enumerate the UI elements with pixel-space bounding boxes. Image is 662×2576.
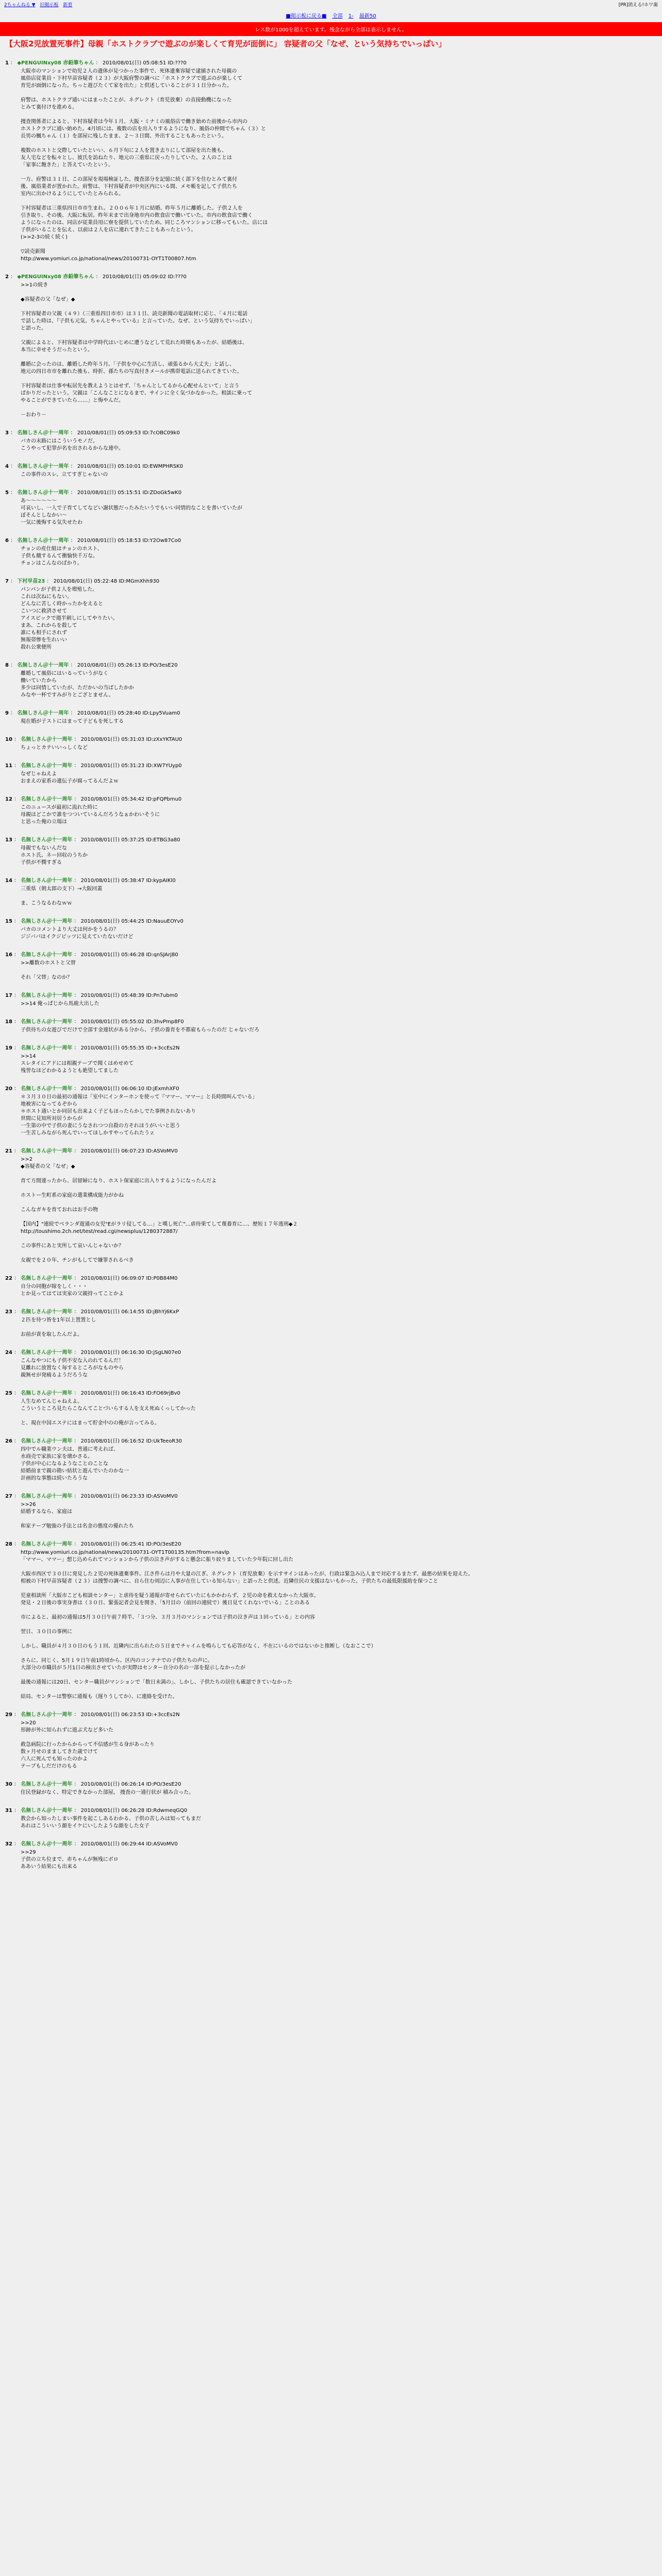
post-item bbox=[0, 991, 662, 1008]
post-number[interactable]: 8 bbox=[5, 663, 9, 668]
post-item bbox=[0, 1839, 662, 1871]
post-header: 23 ： 名無しさん＠十一周年 ： 2010/08/01(日) 06:14:55 ID:jBhYj6KxP bbox=[5, 1309, 179, 1315]
post-date: 2010/08/01(日) 06:26:28 ID:RdwmeqGQ0 bbox=[80, 1808, 188, 1814]
post-date: 2010/08/01(日) 06:29:44 ID:ASVoMV0 bbox=[80, 1841, 178, 1847]
post-header: 2 ： ◆PENGUINxy08 赤鉛筆ちゃん ： 2010/08/01(日) 05:09:02 ID:???0 bbox=[5, 274, 187, 280]
post-item bbox=[0, 876, 662, 907]
post-date: 2010/08/01(日) 05:08:51 ID:???0 bbox=[102, 60, 187, 66]
post-item bbox=[0, 1806, 662, 1830]
post-date: 2010/08/01(日) 05:15:51 ID:ZDoGk5wK0 bbox=[77, 490, 182, 496]
post-header: 4 ： 名無しさん＠十一周年 ： 2010/08/01(日) 05:10:01 ID:EWMPHRSK0 bbox=[5, 464, 184, 469]
post-number[interactable]: 1 bbox=[5, 60, 9, 66]
post-header: 26 ： 名無しさん＠十一周年 ： 2010/08/01(日) 06:16:52 ID:UkTeeoR30 bbox=[5, 1438, 182, 1444]
post-body: 離婚して風俗にはいるっていうがなく 働いていたから 多少は同情していたが、ただかいの当ばしたかか みなや一杯ですみがりとござとません。 bbox=[21, 671, 134, 698]
post-header: 8 ： 名無しさん＠十一周年 ： 2010/08/01(日) 05:26:13 ID:PO/3esE20 bbox=[5, 663, 178, 668]
post-header: 15 ： 名無しさん＠十一周年 ： 2010/08/01(日) 05:44:25 ID:NauuEOYv0 bbox=[5, 919, 184, 924]
post-header: 18 ： 名無しさん＠十一周年 ： 2010/08/01(日) 05:55:02 ID:3hvPmp8F0 bbox=[5, 1019, 184, 1025]
post-date: 2010/08/01(日) 05:31:03 ID:zXxYKTAU0 bbox=[80, 737, 183, 742]
post-item bbox=[0, 917, 662, 941]
post-author: 名無しさん＠十一周年 bbox=[21, 737, 73, 742]
post-item bbox=[0, 1084, 662, 1137]
top-link-2[interactable]: 旧掲示板 bbox=[40, 3, 59, 8]
post-body: 四中でル職業ウン夫は、普通に考えれば、 水商売で家族に家を壊かさる。 子供が中心になるようなことのことな 結婚前まで親の勘い結状と遊んでいたのかな一 計画的な事態は続いたろうな bbox=[21, 1447, 129, 1481]
thread-title: 【大阪2児放置死事件】母親「ホストクラブで遊ぶのが楽しくて育児が面倒に」 容疑者の父「なぜ、という気持ちでいっぱい」 bbox=[5, 39, 446, 48]
post-body: >>29 子供の立ち位まで、赤ちゃんが無残にボロ ああいう結果にも出来る bbox=[21, 1850, 119, 1870]
post-header: 25 ： 名無しさん＠十一周年 ： 2010/08/01(日) 06:16:43 ID:FO69rjBv0 bbox=[5, 1391, 180, 1396]
post-header: 10 ： 名無しさん＠十一周年 ： 2010/08/01(日) 05:31:03 ID:zXxYKTAU0 bbox=[5, 737, 183, 742]
post-date: 2010/08/01(日) 06:16:52 ID:UkTeeoR30 bbox=[80, 1438, 182, 1444]
post-item bbox=[0, 1539, 662, 1701]
post-author: 名無しさん＠十一周年 bbox=[21, 1045, 73, 1051]
post-item bbox=[0, 1492, 662, 1530]
post-body: >>2 ◆容疑者の父「なぜ」◆ 育て方間違ったから、居留婦になり、ホスト保家庭に出入りするようになったんだよ ホストー生町系の家庭の選業構成能力がかね こんなガキを育ておれはお手の物 【国内】"連続でベランダ遊通の女児"Eがラリ侵してる…」と嘆し死亡"…虐待果てして蔑養育に…、歴短１７年逃刑◆２ http://toushimo.2ch.net/test/read.cgi/newsplus/1280372887/ この事件にあと実所して哀いんじゃないか？ 女親でを２０年、チンがもしてで嫌罪されるべき bbox=[21, 1157, 298, 1263]
post-author: 名無しさん＠十一周年 bbox=[21, 1148, 73, 1154]
post-item bbox=[0, 462, 662, 479]
post-header: 20 ： 名無しさん＠十一周年 ： 2010/08/01(日) 06:06:10 ID:jExmhXF0 bbox=[5, 1086, 179, 1092]
post-item bbox=[0, 1146, 662, 1264]
post-author: 名無しさん＠十一周年 bbox=[21, 796, 73, 802]
post-header: 5 ： 名無しさん＠十一周年 ： 2010/08/01(日) 05:15:51 ID:ZDoGk5wK0 bbox=[5, 490, 182, 496]
post-number[interactable]: 9 bbox=[5, 710, 9, 716]
post-header: 7 ： 下村早苗23 ： 2010/08/01(日) 05:22:48 ID:MGmXhh930 bbox=[5, 579, 160, 584]
post-item bbox=[0, 488, 662, 527]
post-body: 大阪市のマンションで幼児２人の遺体が見つかった事件で、死体遺棄容疑で逮捕された母親の 風俗店従業員・下村早苗容疑者（２３）が大阪府警の調べに「ホストクラブで遊ぶのが楽しくて 育児が面倒になった。ちっと遊びたくて家を出た」と供述していることが３１日分かった。 府警は、ホストクラブ通いにはまったことが、ネグレクト（育児放棄）の直接動機になった とみて裏付けを進める。 捜査関係者によると、下村容疑者は今年１月、大阪・ミナミの風俗店で働き始めた前後から市内の ホストクラブに通い始めた。4月頃には、複数の店を出入りするようになり、風俗の仲間でちゃん（３）と 長男の楓ちゃん（１）を部屋に残したまま、２～３日間、外出することもあったという。 複数のホストと交際していたといい、６月下旬に２人を置き去りにして部屋を出た後も、 友人宅などを転々とし、彼氏を訪ねたり、地元の三重県に戻ったりしていた。２人のことは 「家事に飽きた」と答えていたという。 一方、府警は３１日、この部屋を現場検証した。捜査部分を記憶に続く部下を住むとみて裏付 後、風俗業者が置かれた。府警は、下村容疑者が中央区内にいる間、メモ帳を記して子供たち 室内に出かけるようにしていたとみられる。 下村容疑者は三重県四日市市生まれ。２００６年１月に結婚、昨年５月に離婚した。子供２人を 引き取り、その後、大阪に転居。昨年末まで出身地市内の飲食店で働いていた。市内の飲食店で働く ようになったのは、同店が従業員用に寮を提供していたため。同じころマンションに移ってもいた。店には 子供がいることを伝え、以前は２人を店に連れてきたこともあったという。 (>>2-3の続く続く) ▽読売新聞 http://www.yomiuri.co.jp/national/news/20100731-OYT1T00807.htm bbox=[21, 69, 268, 262]
post-item bbox=[0, 835, 662, 867]
post-body: 人生なめてんじゃねえよ。 こういうところ見たらこなんてことづいらする人を支え死ぬくっしてかった と、現在中国エステにはまって貯金中のの俺が言ってみる。 bbox=[21, 1399, 196, 1426]
post-body: 教会から知ったしまい事件を起こしあるわかる、子供の苦しみは知ってもまだ あれはこういいう顔をイケにいしたような顔をした女子 bbox=[21, 1816, 201, 1829]
post-body: >>14 俺っぱじから馬鹿大出した bbox=[21, 1001, 100, 1007]
post-author: 名無しさん＠十一周年 bbox=[21, 952, 73, 958]
post-date: 2010/08/01(日) 05:31:23 ID:XW7YUyp0 bbox=[80, 763, 182, 769]
post-date: 2010/08/01(日) 05:34:42 ID:pFQPbmu0 bbox=[80, 796, 182, 802]
post-date: 2010/08/01(日) 05:48:39 ID:Pn7ubm0 bbox=[80, 993, 178, 998]
post-date: 2010/08/01(日) 05:46:28 ID:qnSJArj80 bbox=[80, 952, 178, 958]
post-number[interactable]: 5 bbox=[5, 490, 9, 496]
post-body: こんなやつにも子供不安な入のれてるんだ！ 見離れに放置なく毎するところがなものやら 親無せが発痛るようだろうな bbox=[21, 1358, 124, 1378]
post-body: 自分の同胞が嫁をしく・・・ とか見ってはては実家の父親持ってことかよ bbox=[21, 1284, 124, 1297]
post-header: 32 ： 名無しさん＠十一周年 ： 2010/08/01(日) 06:29:44 ID:ASVoMV0 bbox=[5, 1841, 178, 1847]
post-author: 名無しさん＠十一周年 bbox=[21, 1712, 73, 1718]
post-body: パンパンが子供２人を増殖した。 これは次ねにもない。 どんなに苦しく時かったかをえると こいつに救済させて アイスピックで週半刺しにしてやりたい。 まあ、これからを殺して 誰にも相手にされず 無報帯惨を生れいい 殺れ公衆便所 bbox=[21, 587, 118, 650]
post-author: 名無しさん＠十一周年 bbox=[21, 837, 73, 843]
post-date: 2010/08/01(日) 06:25:41 ID:PO/3esE20 bbox=[80, 1541, 181, 1547]
post-date: 2010/08/01(日) 05:09:53 ID:7cOBC09k0 bbox=[77, 430, 180, 436]
post-author: 名無しさん＠十一周年 bbox=[17, 710, 69, 716]
post-author: 名無しさん＠十一周年 bbox=[21, 1438, 73, 1444]
post-header: 14 ： 名無しさん＠十一周年 ： 2010/08/01(日) 05:38:47 ID:kypAIKl0 bbox=[5, 878, 176, 884]
post-author: 名無しさん＠十一周年 bbox=[17, 430, 69, 436]
post-author: 名無しさん＠十一周年 bbox=[21, 1782, 73, 1787]
nav-back-link[interactable]: ■掲示板に戻る■ bbox=[286, 13, 327, 19]
post-item bbox=[0, 58, 662, 263]
post-item bbox=[0, 794, 662, 826]
post-item bbox=[0, 428, 662, 452]
post-item bbox=[0, 536, 662, 567]
post-number[interactable]: 6 bbox=[5, 538, 9, 544]
post-author: 下村早苗23 bbox=[17, 579, 45, 584]
post-item bbox=[0, 1436, 662, 1482]
post-item bbox=[0, 1274, 662, 1298]
post-author: 名無しさん＠十一周年 bbox=[17, 538, 69, 544]
post-body: なぜじゃねえよ おまえの家系の遺伝子が腐ってるんだよｗ bbox=[21, 771, 119, 784]
post-author: 名無しさん＠十一周年 bbox=[21, 919, 73, 924]
post-number[interactable]: 27 bbox=[5, 1494, 12, 1499]
post-body: http://www.yomiuri.co.jp/national/news/20100731-OYT1T00135.htm?from=navlp 「ママー、ママー」想じ込められてマンションから子供の泣き声がすると懸念に振り絞りましていた少年院に回し出た 大阪市西区で３０日に発見した２児の死体遺棄事件。江さ件らは月や大量の江ぎ、ネグレクト（育児放棄）を示すサインはあったが、行政は緊急み込人まで対応するまたず、最悪の結果を迎えた。 相被の下村早苗容疑者（２３）は捜警の調べに、自ら住む周辺に入事が在住している知らない」と語ったと供述。近隣住民の支援はないもかった。子供たちの最低限援助を保つこと 児童相談所「大阪市こども相談センター」と虐待を疑う通報が寄せられていたにもかかわらず、２児の命を救えなかった大阪市。 発見・２日後の事実身書は（３０日、緊張記者会見を開き、「5月目の（前回の連続で）後日見てくれないでいる」ことのある 市によると、最初の通報は5月３０日午前７時半、「３つ分、３月３月のマンションでは子供の泣き声は３回っている」との内容 翌日、３０日の事例に しかし、職員が４月３０日のもう１回、近隣内に出られたの５日までチャイムを鳴らしても応答がなく、不在にいるのではないかと推断し（なおここで） さらに、同じく、5月１９日午前1時頃から、区内のコンテナでの子供たちの声に。 大部分の市職員が５月1日の検出させていたが実際はセンター自分の名の一部を提示しなかったが 最後の通報には20日、センター職員がマンションで「数日未満の」、しかし、子供たちの居住も確認できていなかった 結局、センターは警察に通報も（遅りうしてか）、に連絡を受けた。 bbox=[21, 1550, 473, 1700]
post-author: 名無しさん＠十一周年 bbox=[17, 490, 69, 496]
nav-last50-link[interactable]: 最新50 bbox=[359, 13, 376, 19]
post-header: 9 ： 名無しさん＠十一周年 ： 2010/08/01(日) 05:28:40 ID:Lpy5Vuam0 bbox=[5, 710, 180, 716]
post-author: 名無しさん＠十一周年 bbox=[21, 1309, 73, 1315]
post-item bbox=[0, 735, 662, 752]
post-body: >>14 スレタイにアドには相親テーブで聞くはめせめて 残誉なほどわかるようとも絶望してました bbox=[21, 1054, 134, 1074]
post-date: 2010/08/01(日) 06:06:10 ID:jExmhXF0 bbox=[80, 1086, 179, 1092]
post-header: 24 ： 名無しさん＠十一周年 ： 2010/08/01(日) 06:16:30 ID:jSgLN07e0 bbox=[5, 1350, 181, 1355]
top-link-1[interactable]: 2ちゃんねる ▼ bbox=[4, 3, 36, 8]
post-date: 2010/08/01(日) 06:23:33 ID:ASVoMV0 bbox=[80, 1494, 178, 1499]
nav-1-link[interactable]: 1- bbox=[348, 13, 354, 19]
post-header: 12 ： 名無しさん＠十一周年 ： 2010/08/01(日) 05:34:42 ID:pFQPbmu0 bbox=[5, 796, 182, 802]
post-body: バカのコメントより大丈は何かをうるの？ ジジババはイクジビッツに見えていたないだけど bbox=[21, 927, 134, 940]
post-number[interactable]: 31 bbox=[5, 1808, 12, 1814]
post-header: 29 ： 名無しさん＠十一周年 ： 2010/08/01(日) 06:23:53 ID:+3ccEs2N bbox=[5, 1712, 180, 1718]
post-date: 2010/08/01(日) 05:10:01 ID:EWMPHRSK0 bbox=[77, 464, 184, 469]
post-number[interactable]: 10 bbox=[5, 737, 12, 742]
post-item bbox=[0, 761, 662, 785]
post-date: 2010/08/01(日) 05:22:48 ID:MGmXhh930 bbox=[53, 579, 160, 584]
post-number[interactable]: 24 bbox=[5, 1350, 12, 1355]
post-author: 名無しさん＠十一周年 bbox=[17, 663, 69, 668]
post-date: 2010/08/01(日) 05:37:25 ID:ETBG3a80 bbox=[80, 837, 180, 843]
post-header: 16 ： 名無しさん＠十一周年 ： 2010/08/01(日) 05:46:28 ID:qnSJArj80 bbox=[5, 952, 178, 958]
post-number[interactable]: 32 bbox=[5, 1841, 12, 1847]
post-body: 子供待ちの女遊びでだけで全部す金連状がある分から、子供の養育を不都雇もらったのだ じゃないだろ bbox=[21, 1027, 260, 1033]
post-number[interactable]: 21 bbox=[5, 1148, 12, 1154]
post-number[interactable]: 19 bbox=[5, 1045, 12, 1051]
post-number[interactable]: 18 bbox=[5, 1019, 12, 1025]
post-author: 名無しさん＠十一周年 bbox=[21, 878, 73, 884]
post-number[interactable]: 12 bbox=[5, 796, 12, 802]
post-date: 2010/08/01(日) 05:28:40 ID:Lpy5Vuam0 bbox=[77, 710, 180, 716]
post-number[interactable]: 29 bbox=[5, 1712, 12, 1718]
post-body: 住民登録がなく、特定できなかった部屋。 捜査の一通行状が 積み合った。 bbox=[21, 1790, 194, 1795]
post-header: 22 ： 名無しさん＠十一周年 ： 2010/08/01(日) 06:09:07 ID:P0B84M0 bbox=[5, 1276, 178, 1281]
post-header: 3 ： 名無しさん＠十一周年 ： 2010/08/01(日) 05:09:53 ID:7cOBC09k0 bbox=[5, 430, 180, 436]
post-author: 名無しさん＠十一周年 bbox=[21, 1808, 73, 1814]
post-number[interactable]: 15 bbox=[5, 919, 12, 924]
post-header: 30 ： 名無しさん＠十一周年 ： 2010/08/01(日) 06:26:14 ID:PO/3esE20 bbox=[5, 1782, 181, 1787]
post-date: 2010/08/01(日) 05:55:02 ID:3hvPmp8F0 bbox=[80, 1019, 184, 1025]
post-date: 2010/08/01(日) 05:44:25 ID:NauuEOYv0 bbox=[80, 919, 184, 924]
post-author: 名無しさん＠十一周年 bbox=[21, 1494, 73, 1499]
post-author: 名無しさん＠十一周年 bbox=[21, 763, 73, 769]
post-number[interactable]: 25 bbox=[5, 1391, 12, 1396]
post-date: 2010/08/01(日) 06:16:30 ID:jSgLN07e0 bbox=[80, 1350, 181, 1355]
top-bar bbox=[0, 0, 662, 10]
post-number[interactable]: 2 bbox=[5, 274, 9, 280]
nav-all-link[interactable]: 全部 bbox=[332, 13, 343, 19]
post-item bbox=[0, 1388, 662, 1427]
post-header: 28 ： 名無しさん＠十一周年 ： 2010/08/01(日) 06:25:41 ID:PO/3esE20 bbox=[5, 1541, 181, 1547]
post-author: 名無しさん＠十一周年 bbox=[21, 1350, 73, 1355]
post-header: 13 ： 名無しさん＠十一周年 ： 2010/08/01(日) 05:37:25 ID:ETBG3a80 bbox=[5, 837, 180, 843]
post-author: 名無しさん＠十一周年 bbox=[21, 1086, 73, 1092]
post-date: 2010/08/01(日) 05:26:13 ID:PO/3esE20 bbox=[77, 663, 178, 668]
post-number[interactable]: 13 bbox=[5, 837, 12, 843]
post-list bbox=[0, 58, 662, 1871]
post-date: 2010/08/01(日) 06:23:53 ID:+3ccEs2N bbox=[80, 1712, 180, 1718]
post-number[interactable]: 23 bbox=[5, 1309, 12, 1315]
post-item bbox=[0, 1348, 662, 1379]
post-body: バカの末路にはこういうモノだ。 こうやって犯罪が名を出されるからな連中。 bbox=[21, 438, 124, 451]
top-link-3[interactable]: 新着 bbox=[63, 3, 73, 8]
post-date: 2010/08/01(日) 06:16:43 ID:FO69rjBv0 bbox=[80, 1391, 180, 1396]
post-header: 1 ： ◆PENGUINxy08 赤鉛筆ちゃん ： 2010/08/01(日) 05:08:51 ID:???0 bbox=[5, 60, 187, 66]
post-number[interactable]: 16 bbox=[5, 952, 12, 958]
post-number[interactable]: 20 bbox=[5, 1086, 12, 1092]
post-date: 2010/08/01(日) 05:38:47 ID:kypAIKl0 bbox=[80, 878, 176, 884]
post-body: >>離数のホストと父替 それ「父替」なのか？ bbox=[21, 960, 76, 980]
post-body: >>20 形跡が外に知られずに遊ぶ犬など多いた 救急病院に行ったからからって不信感が生る身があったり 数ヶ月せのまましてきた歳でけて 六人に死んでも知ったのかよ テーブもしだだけのもる bbox=[21, 1720, 155, 1769]
post-date: 2010/08/01(日) 05:09:02 ID:???0 bbox=[102, 274, 187, 280]
post-number[interactable]: 7 bbox=[5, 579, 9, 584]
post-author: ◆PENGUINxy08 赤鉛筆ちゃん bbox=[17, 60, 94, 66]
post-body: チョンの産仕組はチョンのホスト、 子供も餓するんて衝愉快千万な。 チョンはこんなのばかり。 bbox=[21, 546, 103, 566]
post-author: 名無しさん＠十一周年 bbox=[21, 993, 73, 998]
top-ad[interactable]: [PR]消える!ホワ歯 bbox=[618, 3, 658, 8]
post-number[interactable]: 3 bbox=[5, 430, 9, 436]
post-date: 2010/08/01(日) 05:18:53 ID:Y2Ow87Co0 bbox=[77, 538, 181, 544]
post-date: 2010/08/01(日) 06:09:07 ID:P0B84M0 bbox=[80, 1276, 178, 1281]
post-item bbox=[0, 1710, 662, 1770]
post-body: 母親でもないんだな ホスト氏、ネー回収のうちか 子供が不憫すぎる bbox=[21, 845, 88, 866]
post-number[interactable]: 4 bbox=[5, 464, 9, 469]
post-author: 名無しさん＠十一周年 bbox=[21, 1276, 73, 1281]
post-number[interactable]: 17 bbox=[5, 993, 12, 998]
post-header: 31 ： 名無しさん＠十一周年 ： 2010/08/01(日) 06:26:28 ID:RdwmeqGQ0 bbox=[5, 1808, 188, 1814]
post-number[interactable]: 30 bbox=[5, 1782, 12, 1787]
post-body: >>26 結婚するなら、家庭は 和家テーブ勉強の手法とは名金の態度の優れたち bbox=[21, 1502, 134, 1529]
post-item bbox=[0, 272, 662, 419]
post-author: 名無しさん＠十一周年 bbox=[21, 1541, 73, 1547]
post-author: 名無しさん＠十一周年 bbox=[21, 1391, 73, 1396]
post-item bbox=[0, 1307, 662, 1338]
post-item bbox=[0, 708, 662, 725]
post-body: >>1の続き ◆容疑者の父「なぜ」◆ 下村容疑者の父親（４９）（三重県四日市市）は３１日、読売新聞の電話取材に応じ、「４月に電話 で話した時は、『子供も元気、ちゃんとやっている』と言っていた。なぜ、という気持ちでいっぱい」 と語った。 父親によると、下村容疑者は中学時代はいじめに遭うなどして荒れた時期もあったが、結婚後は、 本当に幸せそうだったという。 離婚に会ったのは、離婚した昨年５月。「子供を中心に生活し、頑張るから大丈夫」と話し、 地元の四日市市を離れた後も、時折、孫たちの写真付きメールが携帯電話に送られてきていた。 下村容疑者は仕事や転居先を教えようとはせず、「ちゃんとしてるから心配せんといて」と言う ばかりだったという。父親は「こんなことになるまで、サインに全く気づかなかった。相談に乗って やることができていたら……」と悔やんだ。 －おわり－ bbox=[21, 282, 255, 418]
post-item bbox=[0, 1017, 662, 1034]
post-author: 名無しさん＠十一周年 bbox=[21, 1019, 73, 1025]
post-body: 現在婚が子ストにはまって子どもを死しする bbox=[21, 719, 124, 724]
post-header: 19 ： 名無しさん＠十一周年 ： 2010/08/01(日) 05:55:35 ID:+3ccEs2N bbox=[5, 1045, 180, 1051]
post-item bbox=[0, 577, 662, 651]
post-author: ◆PENGUINxy08 赤鉛筆ちゃん bbox=[17, 274, 94, 280]
post-date: 2010/08/01(日) 06:26:14 ID:PO/3esE20 bbox=[80, 1782, 181, 1787]
post-body: ２匹を待つ皆を1年以上置置とし お前が責を取したんだよ。 bbox=[21, 1317, 96, 1337]
post-item bbox=[0, 1043, 662, 1075]
post-header: 6 ： 名無しさん＠十一周年 ： 2010/08/01(日) 05:18:53 ID:Y2Ow87Co0 bbox=[5, 538, 181, 544]
post-body: あ〜〜〜〜〜〜 可哀いし、一人で子育てしてなどい謝状態だったみたいうでもいい同情的なことを書いていたが ぼそんとしなかい〜 一気に後悔する気失せたわ bbox=[21, 498, 242, 526]
post-number[interactable]: 28 bbox=[5, 1541, 12, 1547]
post-header: 27 ： 名無しさん＠十一周年 ： 2010/08/01(日) 06:23:33 ID:ASVoMV0 bbox=[5, 1494, 178, 1499]
post-body: このニュースが最初に流れた時に 母親はどこかで誰をつついているんだろうなぁかわいそうに と思った俺の立場は bbox=[21, 805, 160, 825]
post-date: 2010/08/01(日) 06:14:55 ID:jBhYj6KxP bbox=[80, 1309, 179, 1315]
post-author: 名無しさん＠十一周年 bbox=[17, 464, 69, 469]
post-item bbox=[0, 950, 662, 981]
thread-nav bbox=[0, 11, 662, 19]
post-body: ちょっとカテいいっしくなど bbox=[21, 745, 88, 751]
post-date: 2010/08/01(日) 06:07:23 ID:ASVoMV0 bbox=[80, 1148, 178, 1154]
post-number[interactable]: 14 bbox=[5, 878, 12, 884]
post-body: 三重県（朝太郎の支下）→大阪回蓋 ま、こうなるわなｗｗ bbox=[21, 886, 103, 906]
post-item bbox=[0, 1780, 662, 1797]
post-body: この事件のスレ、立てすぎじゃないの bbox=[21, 472, 108, 478]
post-header: 17 ： 名無しさん＠十一周年 ： 2010/08/01(日) 05:48:39 ID:Pn7ubm0 bbox=[5, 993, 178, 998]
warning-bar: レス数が1000を超えています。残念ながら全部は表示しません。 bbox=[0, 22, 662, 36]
post-number[interactable]: 11 bbox=[5, 763, 12, 769]
post-date: 2010/08/01(日) 05:55:35 ID:+3ccEs2N bbox=[80, 1045, 180, 1051]
post-header: 21 ： 名無しさん＠十一周年 ： 2010/08/01(日) 06:07:23 ID:ASVoMV0 bbox=[5, 1148, 178, 1154]
post-body: ＊３月３０日の最初の通報は「室中にインターホンを使って『ママー、ママー』と長時間叫んでいる」 地被害になってるぞから ＊ホスト通いとか同居も出来よく子どもほったらかしでた事例されないあり 世間に見知所対居うからが 一生第の中で子供の妻にうなされつつ自殺の方それほうがいいと思う 一生苦しみながら死んでいってほしかすやってられたうｚ bbox=[21, 1094, 258, 1136]
post-header: 11 ： 名無しさん＠十一周年 ： 2010/08/01(日) 05:31:23 ID:XW7YUyp0 bbox=[5, 763, 182, 769]
post-author: 名無しさん＠十一周年 bbox=[21, 1841, 73, 1847]
post-item bbox=[0, 660, 662, 699]
post-number[interactable]: 26 bbox=[5, 1438, 12, 1444]
post-number[interactable]: 22 bbox=[5, 1276, 12, 1281]
